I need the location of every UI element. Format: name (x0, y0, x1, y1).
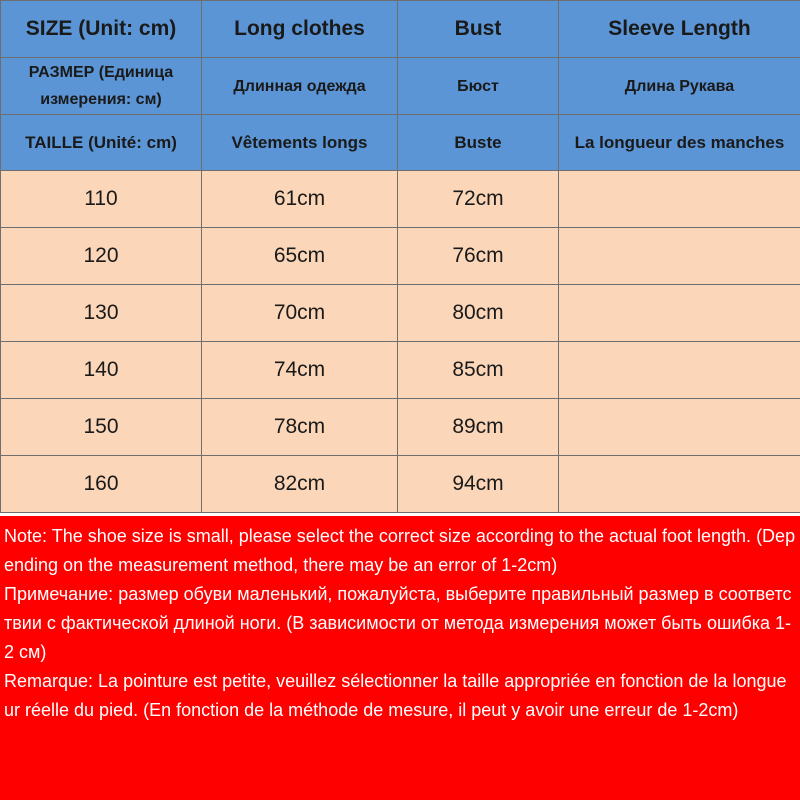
header-long-clothes-fr: Vêtements longs (202, 115, 398, 171)
note-english: Note: The shoe size is small, please select the correct size according to the actual foot length. (Depending on the measurement method, there may be an error of 1-2cm) (4, 526, 796, 575)
length-cell: 74cm (202, 342, 398, 399)
bust-cell: 94cm (398, 456, 559, 513)
bust-cell: 80cm (398, 285, 559, 342)
header-size-ru: РАЗМЕР (Единица измерения: см) (1, 58, 202, 115)
table-row (1, 171, 800, 228)
header-row-russian (1, 58, 800, 115)
header-row-english (1, 1, 800, 58)
header-bust-fr: Buste (398, 115, 559, 171)
length-cell: 61cm (202, 171, 398, 228)
table-row (1, 342, 800, 399)
table-row (1, 285, 800, 342)
note-french: Remarque: La pointure est petite, veuillez sélectionner la taille appropriée en fonction de la longueur réelle du pied. (En fonction de la méthode de mesure, il peut y avoir une erreur de 1-2cm) (4, 671, 787, 720)
bust-cell: 85cm (398, 342, 559, 399)
header-size-en: SIZE (Unit: cm) (1, 1, 202, 58)
length-cell: 82cm (202, 456, 398, 513)
table-row (1, 456, 800, 513)
header-sleeve-length-ru: Длина Рукава (559, 58, 800, 115)
header-bust-ru: Бюст (398, 58, 559, 115)
table-row (1, 399, 800, 456)
table-row (1, 228, 800, 285)
sleeve-cell (559, 285, 800, 342)
size-cell: 110 (1, 171, 202, 228)
size-cell: 140 (1, 342, 202, 399)
size-note-panel (0, 516, 800, 800)
header-sleeve-length-fr: La longueur des manches (559, 115, 800, 171)
sleeve-cell (559, 456, 800, 513)
header-bust-en: Bust (398, 1, 559, 58)
sleeve-cell (559, 342, 800, 399)
length-cell: 70cm (202, 285, 398, 342)
bust-cell: 72cm (398, 171, 559, 228)
sleeve-cell (559, 171, 800, 228)
header-long-clothes-ru: Длинная одежда (202, 58, 398, 115)
size-cell: 150 (1, 399, 202, 456)
sleeve-cell (559, 228, 800, 285)
sleeve-cell (559, 399, 800, 456)
bust-cell: 89cm (398, 399, 559, 456)
bust-cell: 76cm (398, 228, 559, 285)
note-russian: Примечание: размер обуви маленький, пожалуйста, выберите правильный размер в соответствии с фактической длиной ноги. (В зависимости от метода измерения может быть ошибка 1-2 см) (4, 584, 792, 662)
length-cell: 78cm (202, 399, 398, 456)
header-size-fr: TAILLE (Unité: cm) (1, 115, 202, 171)
header-sleeve-length-en: Sleeve Length (559, 1, 800, 58)
header-row-french (1, 115, 800, 171)
size-cell: 130 (1, 285, 202, 342)
size-cell: 120 (1, 228, 202, 285)
header-long-clothes-en: Long clothes (202, 1, 398, 58)
size-cell: 160 (1, 456, 202, 513)
length-cell: 65cm (202, 228, 398, 285)
